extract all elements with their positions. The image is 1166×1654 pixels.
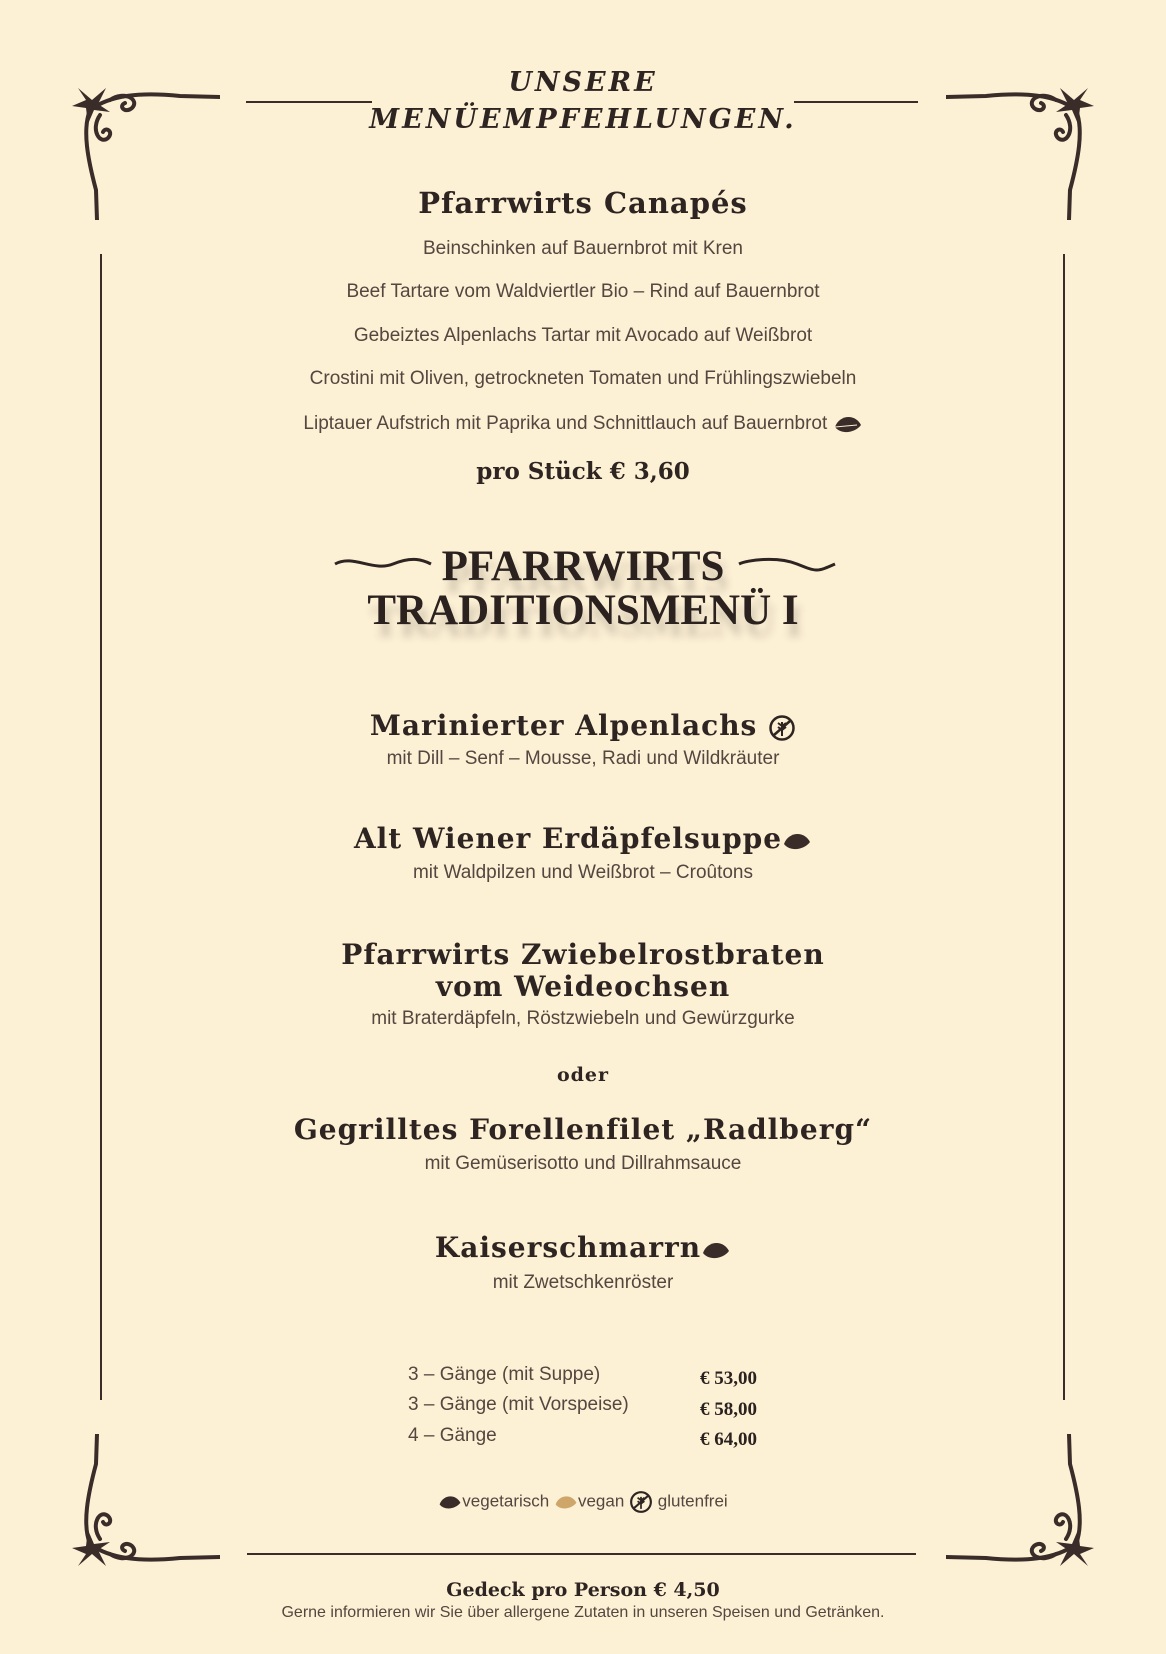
or-label: oder — [556, 1064, 610, 1086]
vegetarian-leaf-icon — [782, 830, 812, 852]
menu-title-line1: PFARRWIRTS — [441, 543, 725, 590]
dish-name — [0, 823, 1166, 855]
page-title — [0, 64, 1166, 138]
dish-description: mit Dill – Senf – Mousse, Radi und Wildkräuter — [386, 748, 780, 769]
menu-title — [0, 545, 1166, 633]
dish-name-line2: vom Weideochsen — [435, 970, 731, 1003]
canape-item-row — [0, 413, 1166, 435]
canape-item: Gebeiztes Alpenlachs Tartar mit Avocado auf Weißbrot — [353, 325, 813, 346]
canapes-price: pro Stück € 3,60 — [476, 458, 690, 485]
price-row-label: 3 – Gänge (mit Suppe) — [408, 1364, 601, 1385]
dish-description: mit Waldpilzen und Weißbrot – Croûtons — [412, 862, 754, 883]
dish-name-text: Kaiserschmarrn — [434, 1231, 702, 1264]
canape-item: Beinschinken auf Bauernbrot mit Kren — [422, 238, 743, 259]
canape-item: Beef Tartare vom Waldviertler Bio – Rind auf Bauernbrot — [346, 281, 820, 302]
legend-vegetarian-label: vegetarisch — [462, 1491, 550, 1511]
dish-description: mit Zwetschkenröster — [492, 1272, 674, 1293]
price-row-value: € 53,00 — [700, 1368, 757, 1389]
vegetarian-leaf-icon — [833, 413, 863, 435]
page-title-line1: UNSERE — [508, 67, 658, 98]
canape-item: Crostini mit Oliven, getrockneten Tomaten und Frühlingszwiebeln — [309, 368, 857, 389]
menu-title-line2: TRADITIONSMENÜ I — [367, 587, 799, 634]
dish-name-text: Marinierter Alpenlachs — [369, 709, 758, 742]
dish-name-text: Alt Wiener Erdäpfelsuppe — [353, 822, 783, 855]
diet-legend — [0, 1490, 1166, 1514]
vegetarian-leaf-icon — [701, 1239, 731, 1261]
price-row-label: 4 – Gänge — [408, 1425, 497, 1446]
dish-description: mit Gemüserisotto und Dillrahmsauce — [424, 1153, 742, 1174]
glutenfree-icon — [629, 1490, 653, 1514]
dish-name — [0, 710, 1166, 742]
dish-description: mit Braterdäpfeln, Röstzwiebeln und Gewürzgurke — [371, 1008, 795, 1029]
glutenfree-icon — [768, 714, 796, 742]
legend-glutenfree-label: glutenfrei — [657, 1491, 728, 1511]
price-row-label: 3 – Gänge (mit Vorspeise) — [408, 1394, 629, 1415]
price-row-value: € 64,00 — [700, 1429, 757, 1450]
vegan-leaf-icon — [554, 1493, 578, 1511]
price-row-value: € 58,00 — [700, 1399, 757, 1420]
canape-item: Liptauer Aufstrich mit Paprika und Schnittlauch auf Bauernbrot — [303, 413, 828, 435]
dish-name: Gegrilltes Forellenfilet „Radlberg“ — [293, 1113, 873, 1146]
dish-name — [0, 1232, 1166, 1264]
allergen-note: Gerne informieren wir Sie über allergene Zutaten in unseren Speisen und Getränken. — [281, 1604, 885, 1621]
frame-bottom-rule — [247, 1553, 916, 1555]
dish-name — [0, 939, 1166, 1003]
page-title-line2: MENÜEMPFEHLUNGEN. — [369, 104, 797, 135]
vegetarian-leaf-icon — [438, 1493, 462, 1511]
legend-vegan-label: vegan — [577, 1491, 625, 1511]
cover-charge: Gedeck pro Person € 4,50 — [446, 1579, 720, 1601]
canapes-heading: Pfarrwirts Canapés — [418, 186, 748, 220]
dish-name-line1: Pfarrwirts Zwiebelrostbraten — [341, 938, 825, 971]
